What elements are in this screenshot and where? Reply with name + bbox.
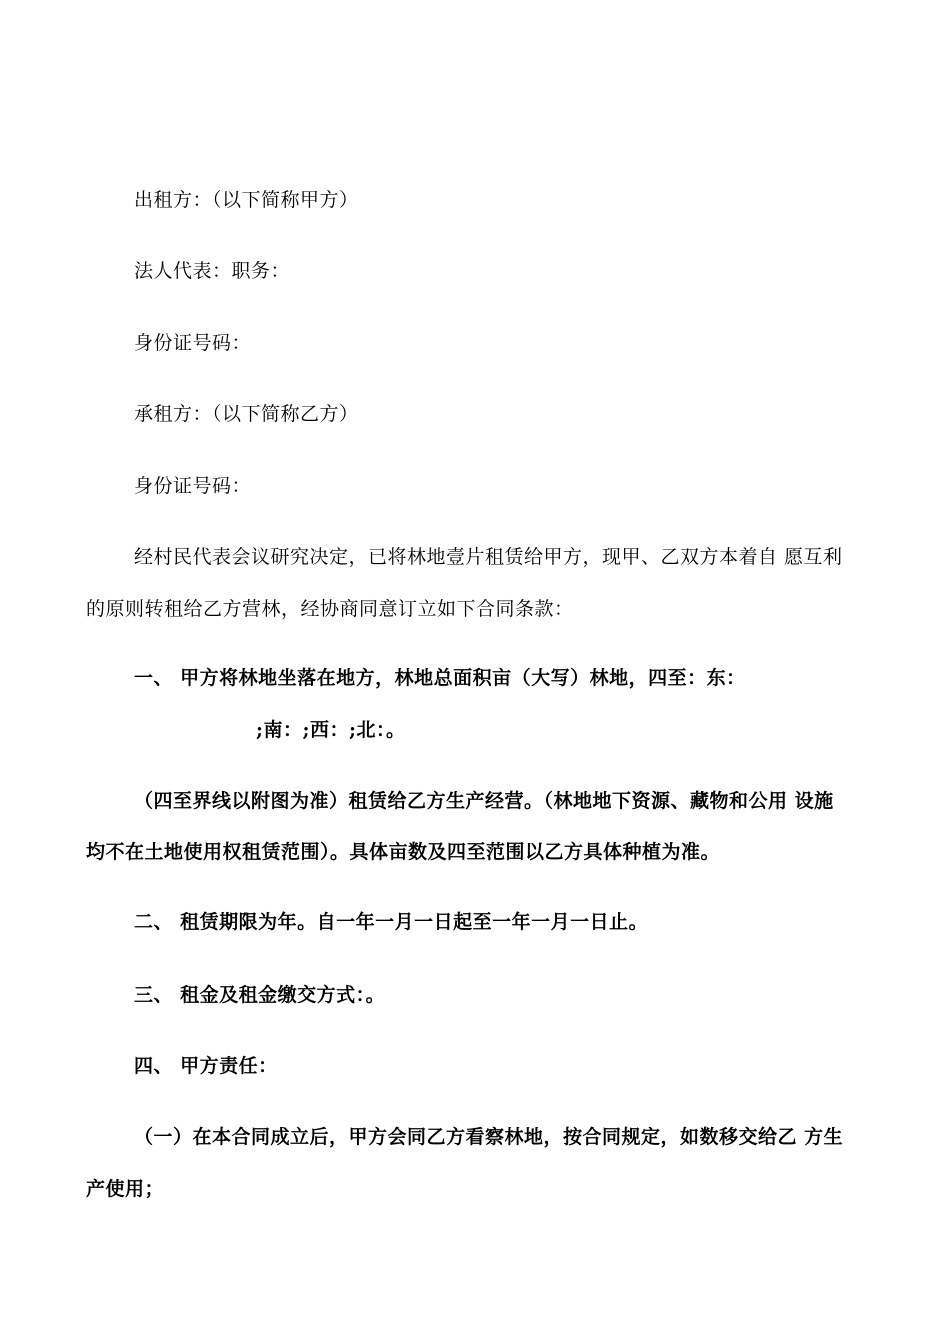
clause-4-heading: 四、 甲方责任： <box>134 1055 278 1077</box>
lessor-line: 出租方：（以下简称甲方） <box>134 189 359 211</box>
lessee-id-line: 身份证号码： <box>134 475 252 497</box>
clause-1-note-line2: 均不在土地使用权租赁范围）。具体亩数及四至范围以乙方具体种植为准。 <box>86 841 721 863</box>
lessor-id-line: 身份证号码： <box>134 332 252 354</box>
clause-4-item-1-line1: （一）在本合同成立后，甲方会同乙方看察林地，按合同规定，如数移交给乙 方生 <box>134 1126 844 1148</box>
intro-paragraph-line2: 的原则转租给乙方营林，经协商同意订立如下合同条款： <box>86 598 574 620</box>
legal-rep-line: 法人代表：职务： <box>134 260 291 282</box>
lessee-line: 承租方：（以下简称乙方） <box>134 403 359 425</box>
clause-1-line2: ;南：;西：;北：。 <box>256 719 406 741</box>
clause-3: 三、 租金及租金缴交方式：。 <box>134 984 386 1006</box>
clause-4-item-1-line2: 产使用； <box>86 1178 165 1200</box>
clause-1-note-line1: （四至界线以附图为准）租赁给乙方生产经营。（林地地下资源、藏物和公用 设施 <box>134 790 834 812</box>
clause-2: 二、 租赁期限为年。自一年一月一日起至一年一月一日止。 <box>134 911 649 933</box>
intro-paragraph-line1: 经村民代表会议研究决定，已将林地壹片租赁给甲方，现甲、乙双方本着自 愿互利 <box>134 546 843 568</box>
clause-1-line1: 一、 甲方将林地坐落在地方，林地总面积亩（大写）林地，四至：东： <box>134 667 746 689</box>
